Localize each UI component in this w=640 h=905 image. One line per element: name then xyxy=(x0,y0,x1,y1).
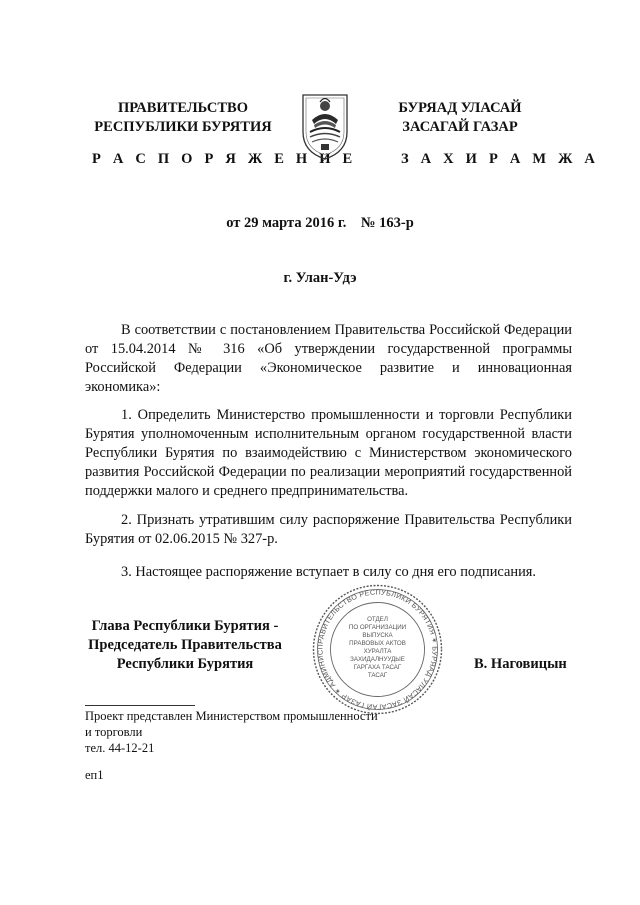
footer-prepared-by-line-2: и торговли xyxy=(85,725,143,739)
stamp-line-8: ТАСАГ xyxy=(367,672,388,679)
header-left xyxy=(88,99,278,137)
footer-divider xyxy=(85,705,195,706)
city: г. Улан-Удэ xyxy=(283,270,357,286)
date-number-line: от 29 марта 2016 г. № 163-р xyxy=(226,215,414,231)
footer-phone: тел. 44-12-21 xyxy=(85,741,155,755)
footer-prepared-by xyxy=(85,708,445,756)
stamp-line-4: ПРАВОВЫХ АКТОВ xyxy=(349,640,406,647)
header-right-line-1: БУРЯАД УЛАСАЙ xyxy=(398,100,522,116)
header-right-line-2: ЗАСАГАЙ ГАЗАР xyxy=(402,119,518,135)
paragraph-preamble-text: В соответствии с постановлением Правительства Российской Федерации от 15.04.2014 № 316 «Об утверждении государственной программы Российской Федерации «Экономическое развитие и инновационная экономика»: xyxy=(85,322,572,395)
stamp-line-5: ХУРАЛТА xyxy=(363,648,392,655)
signatory-position xyxy=(70,617,300,674)
paragraph-preamble xyxy=(85,321,572,397)
stamp-line-7: ГАРГАХА ТАСАГ xyxy=(353,664,402,671)
stamp-ring-textpath: ПРАВИТЕЛЬСТВО РЕСПУБЛИКИ БУРЯТИЯ ✶ БУРЯАД УЛАСАЙ ЗАСАГАЙ ГАЗАР ✶ АДМИНИС xyxy=(315,587,440,712)
header-left-line-2: РЕСПУБЛИКИ БУРЯТИЯ xyxy=(94,119,272,135)
paragraph-item-3-text: 3. Настоящее распоряжение вступает в силу со дня его подписания. xyxy=(121,564,536,580)
footer-code: еп1 xyxy=(85,768,104,782)
paragraph-item-2-text: 2. Признать утратившим силу распоряжение Правительства Республики Бурятия от 02.06.2015 № 327-р. xyxy=(85,512,572,547)
paragraph-item-1-text: 1. Определить Министерство промышленности и торговли Республики Бурятия уполномоченным исполнительным органом государственной власти Республики Бурятия по взаимодействию с Министерством экономического развития Российской Федерации по реализации мероприятий государственной поддержки малого и среднего предпринимательства. xyxy=(85,407,572,499)
official-stamp xyxy=(311,583,444,716)
paragraph-item-2 xyxy=(85,511,572,549)
signatory-position-line-1: Глава Республики Бурятия - xyxy=(91,618,279,634)
stamp-line-6: ЗАХИДАЛНУУДЫЕ xyxy=(350,656,405,663)
header-right xyxy=(376,99,544,137)
coat-of-arms-icon xyxy=(300,92,350,162)
paragraph-item-3 xyxy=(85,563,572,582)
signatory-position-line-3: Республики Бурятия xyxy=(116,656,254,672)
header-left-line-1: ПРАВИТЕЛЬСТВО xyxy=(118,100,248,116)
stamp-line-1: ОТДЕЛ xyxy=(367,616,388,623)
stamp-line-2: ПО ОРГАНИЗАЦИИ xyxy=(348,624,407,631)
paragraph-item-1 xyxy=(85,406,572,501)
doc-type-left: Р А С П О Р Я Ж Е Н И Е xyxy=(92,151,357,167)
stamp-line-3: ВЫПУСКА xyxy=(362,632,393,639)
doc-type-right: З А Х И Р А М Ж А xyxy=(401,151,600,167)
footer-prepared-by-line-1: Проект представлен Министерством промышленности xyxy=(85,709,378,723)
signatory-name: В. Наговицын xyxy=(474,656,567,672)
signatory-position-line-2: Председатель Правительства xyxy=(88,637,282,653)
